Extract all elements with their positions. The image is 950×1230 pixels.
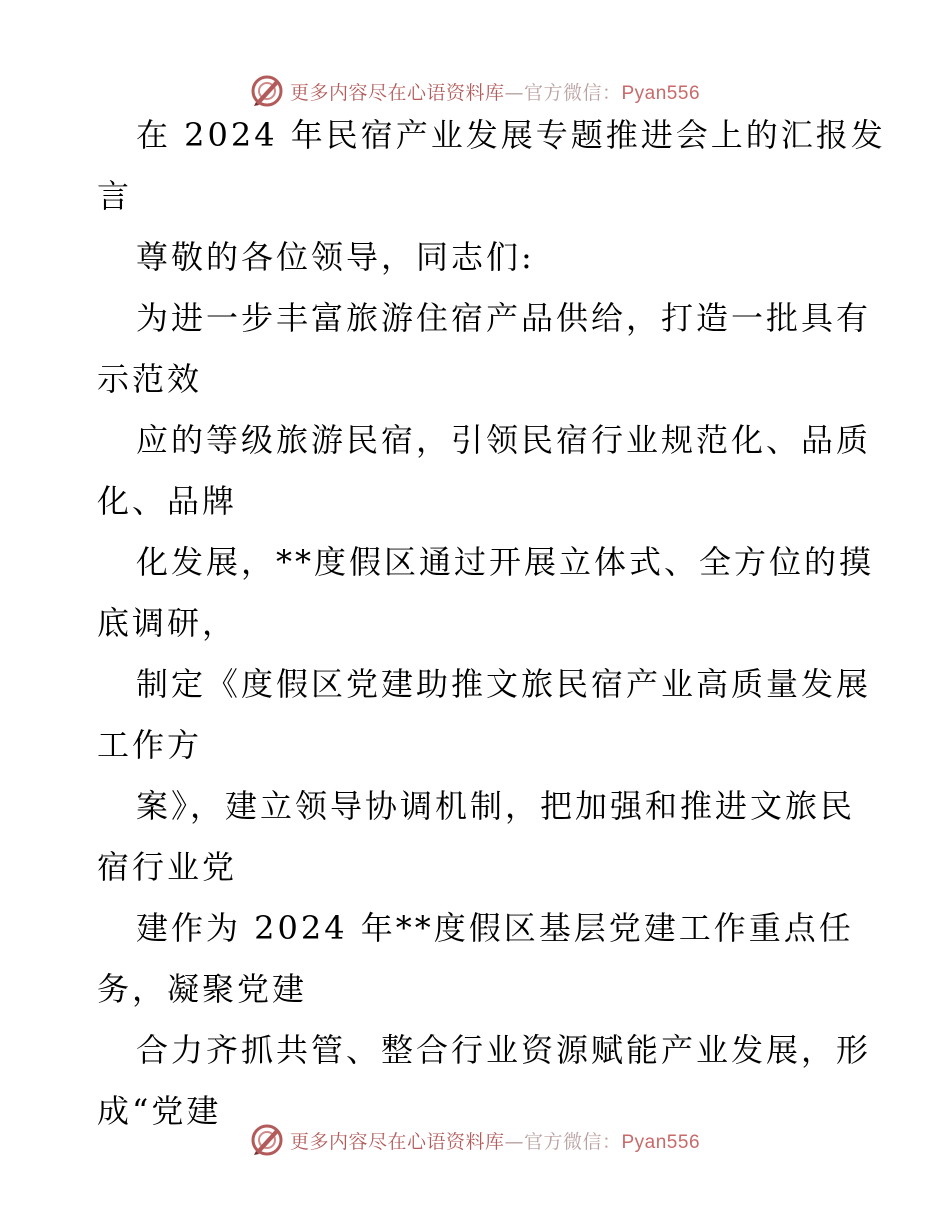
- paragraph-line-10: 宿行业党: [97, 848, 238, 886]
- title-line-2: 言: [97, 177, 133, 215]
- watermark-wechat-id: Pyan556: [621, 82, 701, 104]
- watermark-wechat-label: 官方微信：: [523, 81, 622, 104]
- title-line-1: 在 2024 年民宿产业发展专题推进会上的汇报发: [136, 116, 886, 154]
- watermark-separator: —: [504, 1130, 524, 1153]
- salutation: 尊敬的各位领导，同志们:: [136, 238, 535, 276]
- paragraph-line-1: 为进一步丰富旅游住宿产品供给，打造一批具有: [136, 299, 872, 337]
- pen-logo-icon: [250, 1123, 284, 1157]
- paragraph-line-6: 底调研，: [97, 604, 238, 642]
- footer-watermark: [0, 1120, 950, 1160]
- watermark-text: [290, 1127, 700, 1154]
- paragraph-line-11: 建作为 2024 年**度假区基层党建工作重点任: [136, 909, 854, 947]
- paragraph-line-8: 工作方: [97, 726, 203, 764]
- watermark-separator: —: [504, 81, 524, 104]
- paragraph-line-7: 制定《度假区党建助推文旅民宿产业高质量发展: [136, 665, 872, 703]
- paragraph-line-9: 案》，建立领导协调机制，把加强和推进文旅民: [136, 787, 856, 825]
- watermark-wechat-label: 官方微信：: [523, 1130, 622, 1153]
- paragraph-line-2: 示范效: [97, 360, 203, 398]
- paragraph-line-12: 务，凝聚党建: [97, 970, 308, 1008]
- watermark-text: [290, 78, 700, 105]
- pen-logo-icon: [250, 74, 284, 108]
- paragraph-line-4: 化、品牌: [97, 482, 238, 520]
- watermark-site-text: 更多内容尽在心语资料库: [289, 81, 505, 104]
- paragraph-line-14: 成“党建: [97, 1092, 222, 1130]
- watermark-wechat-id: Pyan556: [621, 1131, 701, 1153]
- paragraph-line-3: 应的等级旅游民宿，引领民宿行业规范化、品质: [136, 421, 872, 459]
- paragraph-line-5: 化发展，**度假区通过开展立体式、全方位的摸: [136, 543, 875, 581]
- document-body: [97, 116, 886, 1130]
- watermark-site-text: 更多内容尽在心语资料库: [289, 1130, 505, 1153]
- paragraph-line-13: 合力齐抓共管、整合行业资源赋能产业发展，形: [136, 1031, 872, 1069]
- header-watermark: [0, 71, 950, 111]
